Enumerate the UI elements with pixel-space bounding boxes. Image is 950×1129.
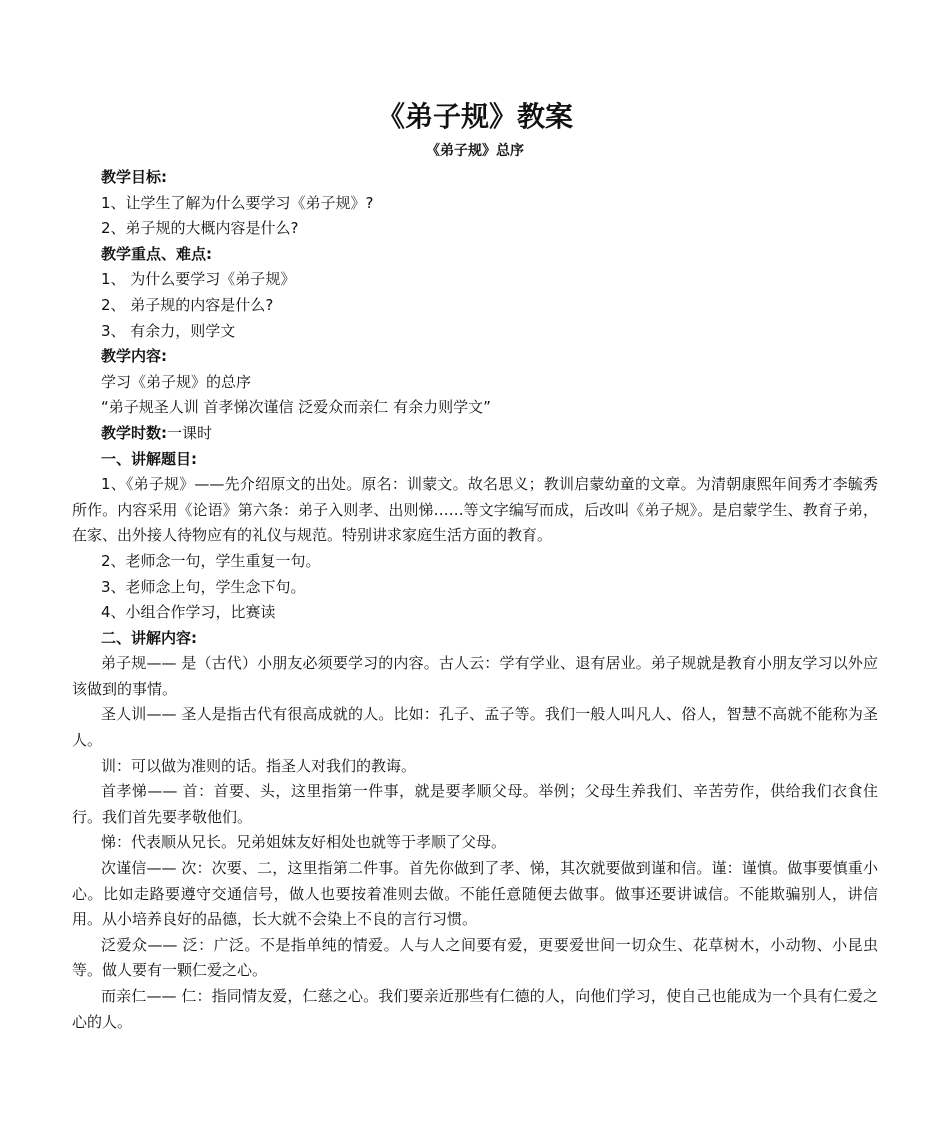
section1-item: 2、老师念一句，学生重复一句。 [101, 551, 321, 570]
key-point-item: 2、 弟子规的内容是什么? [101, 295, 274, 314]
section2-paragraph: 次谨信—— 次：次要、二，这里指第二件事。首先你做到了孝、悌，其次就要做到谨和信。谨：谨慎。做事要慎重小心。比如走路要遵守交通信号，做人也要按着准则去做。不能任意随便去做事。做事还要讲诚信。不能欺骗别人，讲信用。从小培养良好的品德，长大就不会染上不良的言行习惯。 [72, 859, 878, 929]
document-page [72, 96, 878, 1035]
duration-line [72, 421, 878, 447]
section1-item: 3、老师念上句，学生念下句。 [101, 577, 306, 596]
goal-item: 1、让学生了解为什么要学习《弟子规》? [101, 193, 374, 212]
document-title: 《弟子规》教案 [376, 100, 573, 133]
section2-paragraph: 弟子规—— 是（古代）小朋友必须要学习的内容。古人云：学有学业、退有居业。弟子规就是教育小朋友学习以外应该做到的事情。 [72, 654, 878, 698]
section2-paragraph: 泛爱众—— 泛：广泛。不是指单纯的情爱。人与人之间要有爱，更要爱世间一切众生、花草树木，小动物、小昆虫等。做人要有一颗仁爱之心。 [72, 935, 878, 980]
section1-paragraph: 1、《弟子规》——先介绍原文的出处。原名：训蒙文。故名思义；教训启蒙幼童的文章。为清朝康熙年间秀才李毓秀所作。内容采用《论语》第六条：弟子入则孝、出则悌……等文字编写而成，后改叫《弟子规》。是启蒙学生、教育子弟，在家、出外接人待物应有的礼仪与规范。特别讲求家庭生活方面的教育。 [72, 475, 878, 545]
content-quote: “弟子规圣人训 首孝悌次谨信 泛爱众而亲仁 有余力则学文” [101, 398, 491, 417]
key-point-item: 3、 有余力，则学文 [101, 321, 236, 340]
goals-heading: 教学目标: [101, 168, 167, 186]
section1-heading: 一、讲解题目: [101, 449, 197, 468]
duration-label: 教学时数: [101, 423, 167, 442]
section2-paragraph: 而亲仁—— 仁：指同情友爱，仁慈之心。我们要亲近那些有仁德的人，向他们学习，使自己也能成为一个具有仁爱之心的人。 [72, 987, 878, 1031]
section2-paragraph: 圣人训—— 圣人是指古代有很高成就的人。比如：孔子、孟子等。我们一般人叫凡人、俗人，智慧不高就不能称为圣人。 [72, 705, 878, 750]
section2-paragraph: 首孝悌—— 首：首要、头，这里指第一件事，就是要孝顺父母。举例；父母生养我们、辛苦劳作，供给我们衣食住行。我们首先要孝敬他们。 [72, 782, 878, 826]
content-heading: 教学内容: [101, 347, 167, 366]
content-item: 学习《弟子规》的总序 [101, 372, 252, 391]
key-point-item: 1、 为什么要学习《弟子规》 [101, 270, 296, 289]
section2-paragraph: 悌：代表顺从兄长。兄弟姐妹友好相处也就等于孝顺了父母。 [101, 833, 507, 852]
section2-heading: 二、讲解内容: [101, 628, 197, 647]
section1-item: 4、小组合作学习，比赛读 [101, 603, 276, 622]
section2-paragraph: 训：可以做为准则的话。指圣人对我们的教诲。 [101, 756, 417, 775]
goal-item: 2、弟子规的大概内容是什么? [101, 219, 299, 238]
document-subtitle: 《弟子规》总序 [426, 143, 524, 159]
key-points-heading: 教学重点、难点: [101, 244, 212, 263]
duration-value: 一课时 [167, 423, 213, 442]
